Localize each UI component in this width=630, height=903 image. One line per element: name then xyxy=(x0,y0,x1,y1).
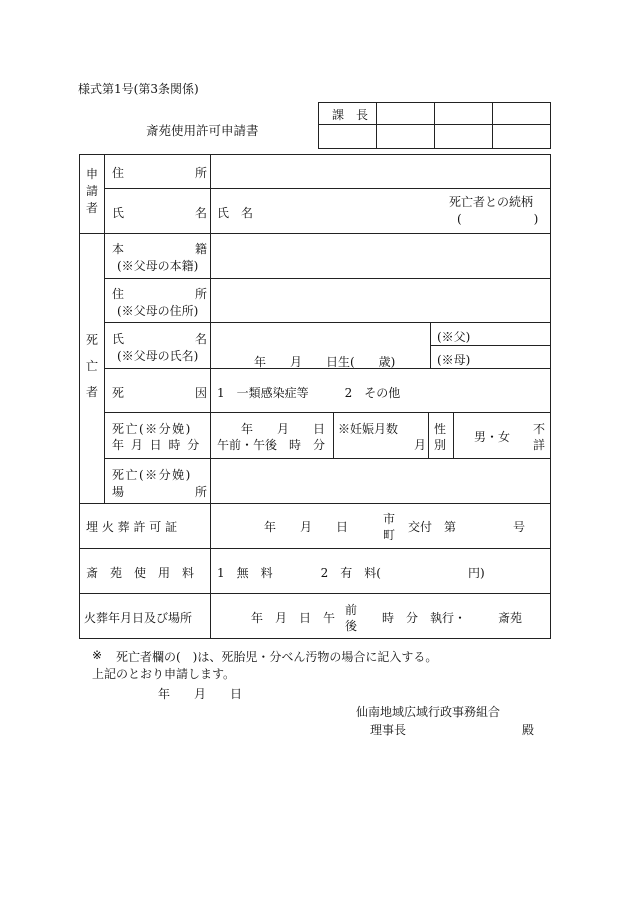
form-number: 様式第1号(第3条関係) xyxy=(78,82,199,96)
applicant-name-field[interactable]: 氏 名 xyxy=(217,206,254,220)
honseki-label-2: 籍 xyxy=(195,242,208,256)
sex-unknown-1: 不 xyxy=(533,422,546,436)
deceased-name-label-2: 名 xyxy=(195,332,208,346)
chief-title: 理事長 xyxy=(370,723,407,737)
deceased-address-note: (※父母の住所) xyxy=(117,304,199,318)
apply-date[interactable]: 年 月 日 xyxy=(158,687,243,701)
deceased-address-label-2: 所 xyxy=(195,287,208,301)
cremation-zen: 前 xyxy=(345,603,358,617)
cause-label-1: 死 xyxy=(112,386,125,400)
honseki-note: (※父母の本籍) xyxy=(117,259,199,273)
cause-options[interactable]: 1 一類感染症等 2 その他 xyxy=(217,386,401,400)
pregnancy-label: ※妊娠月数 xyxy=(338,422,399,436)
fee-yen: 円) xyxy=(468,566,485,580)
death-place-label-1: 死亡(※分娩) xyxy=(112,468,192,482)
death-datetime-label-2: 年 月 日 時 分 xyxy=(112,438,201,452)
note-mark: ※ xyxy=(92,648,103,662)
form-title: 斎苑使用許可申請書 xyxy=(146,123,259,138)
permit-issue: 交付 第 xyxy=(408,520,457,534)
permit-label: 埋 火 葬 許 可 証 xyxy=(86,520,178,534)
group-char: 死 xyxy=(85,333,98,347)
death-time-field[interactable]: 午前・午後 時 分 xyxy=(217,438,326,452)
cremation-time-field[interactable]: 時 分 執行・ xyxy=(382,611,467,625)
group-char: 者 xyxy=(85,385,98,399)
mother-field[interactable]: (※母) xyxy=(437,353,471,367)
deceased-name-label-1: 氏 xyxy=(112,332,125,346)
kacho-label: 課 長 xyxy=(332,108,369,122)
deceased-address-label-1: 住 xyxy=(112,287,125,301)
permit-number-suffix: 号 xyxy=(513,520,526,534)
father-field[interactable]: (※父) xyxy=(437,330,471,344)
honseki-label-1: 本 xyxy=(112,242,125,256)
group-char: 亡 xyxy=(85,359,98,373)
permit-shi: 市 xyxy=(383,512,396,526)
permit-machi: 町 xyxy=(383,528,396,542)
cremation-label: 火葬年月日及び場所 xyxy=(84,611,193,625)
cremation-place: 斎苑 xyxy=(498,611,523,625)
applicant-address-label-1: 住 xyxy=(112,166,125,180)
fee-label: 斎 苑 使 用 料 xyxy=(86,566,195,580)
pregnancy-unit: 月 xyxy=(414,438,427,452)
applicant-group-label xyxy=(80,166,104,217)
birth-date-field[interactable]: 年 月 日生( 歳) xyxy=(254,355,396,369)
honorific-tono: 殿 xyxy=(522,723,535,737)
deceased-group-label xyxy=(80,327,104,405)
death-datetime-label-1: 死亡(※分娩) xyxy=(112,422,192,436)
cause-label-2: 因 xyxy=(195,386,208,400)
deceased-name-note: (※父母の氏名) xyxy=(117,349,199,363)
sex-label-2: 別 xyxy=(434,438,447,452)
applicant-address-label-2: 所 xyxy=(195,166,208,180)
group-char: 申 xyxy=(85,167,98,181)
permit-date-field[interactable]: 年 月 日 xyxy=(264,520,349,534)
group-char: 請 xyxy=(85,184,98,198)
fee-options[interactable]: 1 無 料 2 有 料( xyxy=(217,566,381,580)
relation-field[interactable]: ( ) xyxy=(457,212,539,226)
death-place-label-2a: 場 xyxy=(112,485,125,499)
sex-label-1: 性 xyxy=(434,422,447,436)
applicant-name-label-2: 名 xyxy=(195,206,208,220)
sex-options[interactable]: 男・女 xyxy=(474,430,511,444)
applicant-name-label-1: 氏 xyxy=(112,206,125,220)
sex-unknown-2: 詳 xyxy=(533,438,546,452)
cremation-go: 後 xyxy=(345,619,358,633)
organization-name: 仙南地域広域行政事務組合 xyxy=(356,705,501,719)
cremation-date-field[interactable]: 年 月 日 午 xyxy=(251,611,336,625)
relation-label: 死亡者との続柄 xyxy=(449,195,534,209)
note-text: 死亡者欄の( )は、死胎児・分べん汚物の場合に記入する。 xyxy=(116,650,438,664)
death-place-label-2b: 所 xyxy=(195,485,208,499)
group-char: 者 xyxy=(85,201,98,215)
apply-statement: 上記のとおり申請します。 xyxy=(92,667,236,681)
death-date-field[interactable]: 年 月 日 xyxy=(241,422,326,436)
